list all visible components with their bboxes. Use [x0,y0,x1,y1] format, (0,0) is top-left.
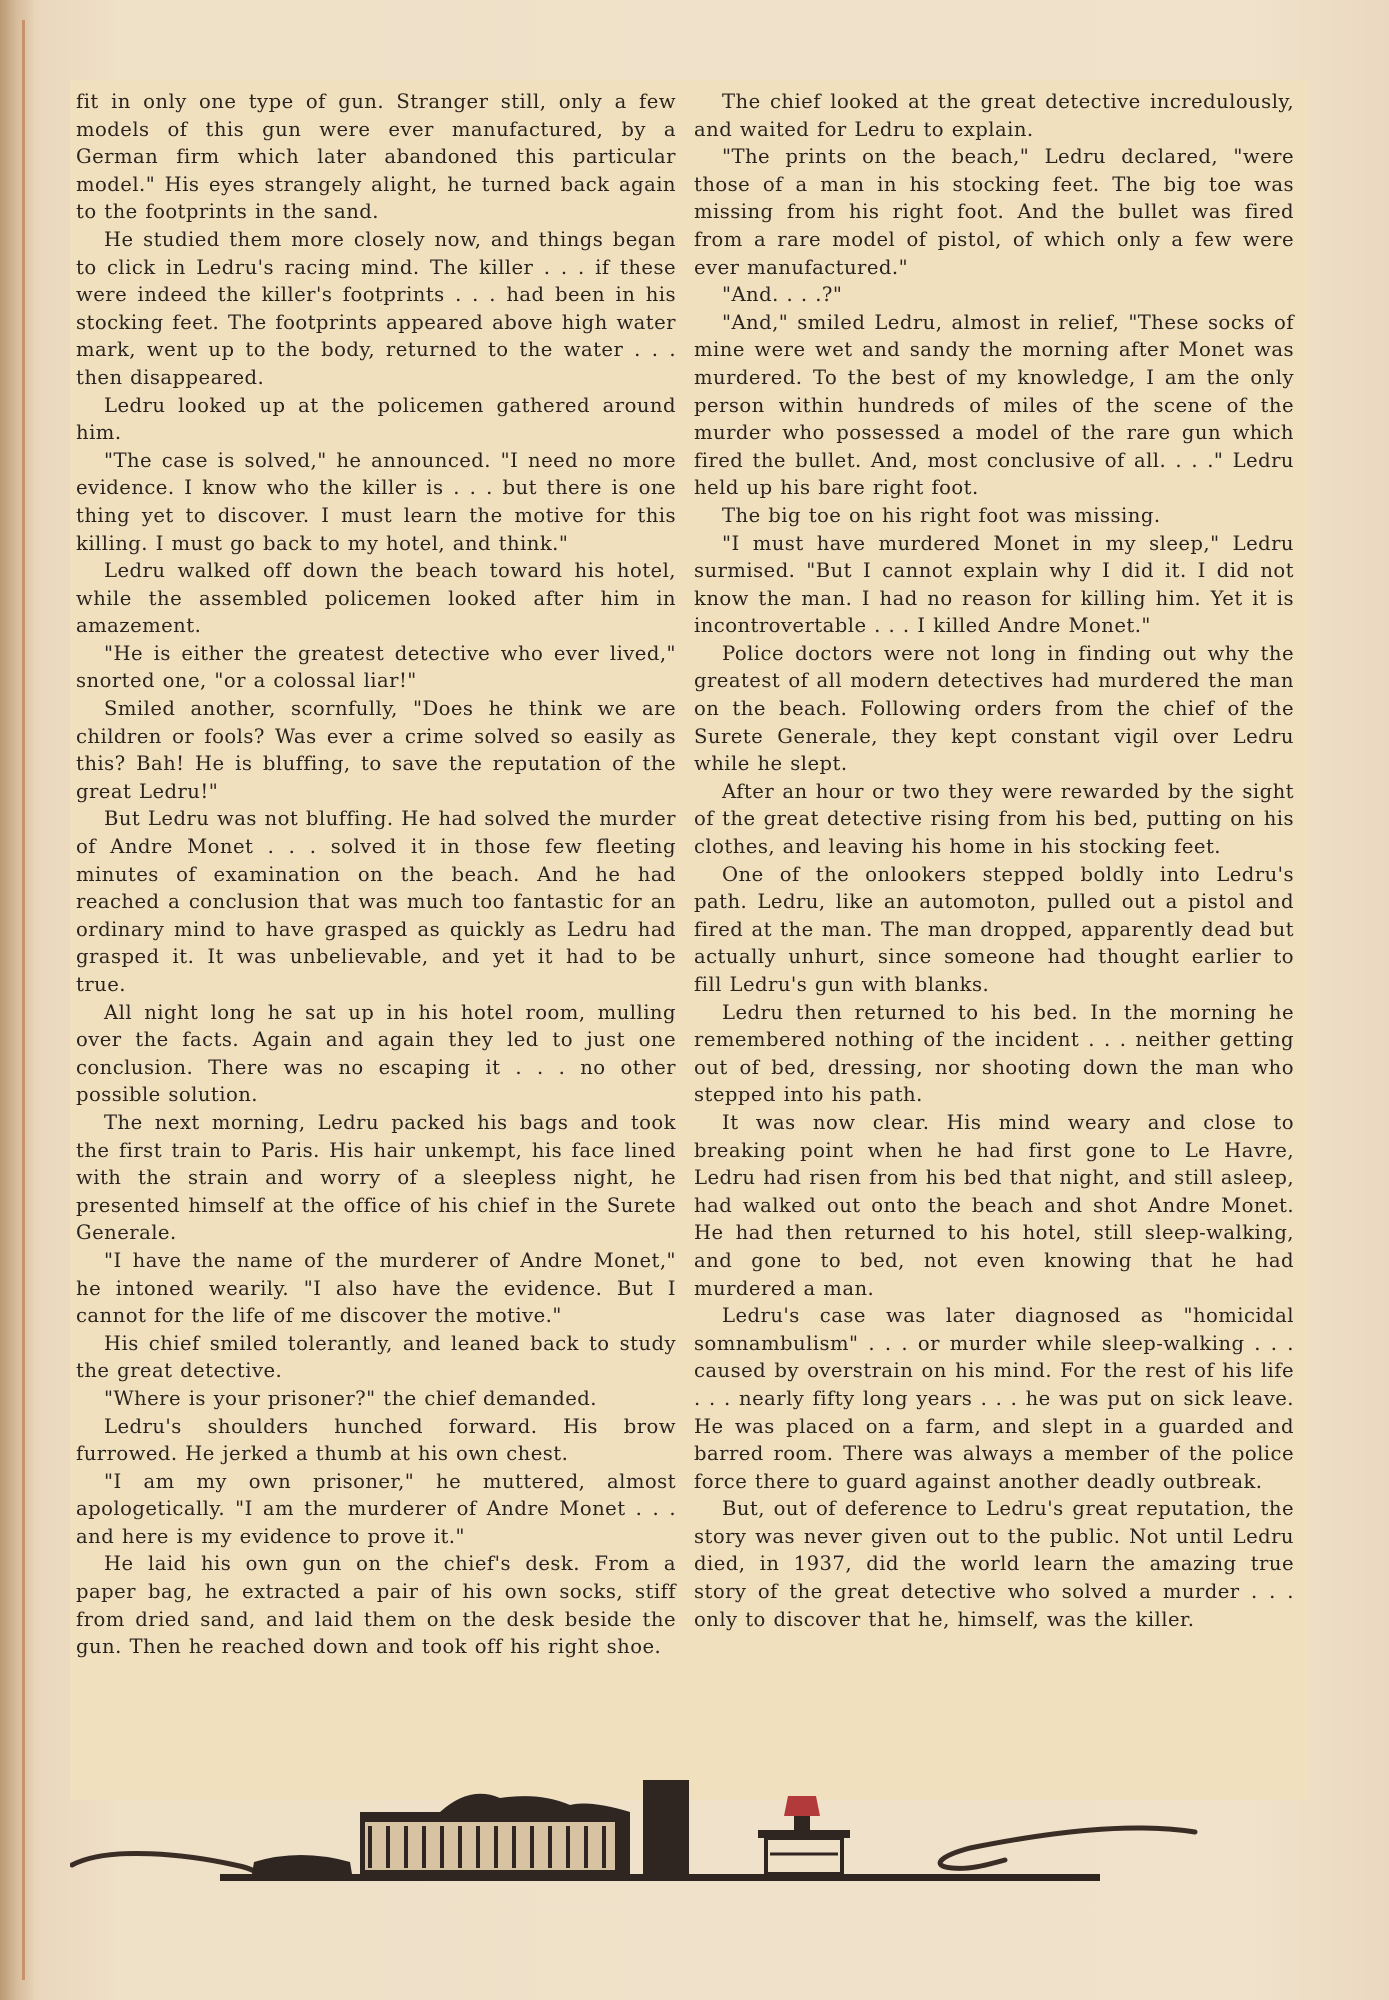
story-paragraph: Ledru looked up at the policemen gathered around him. [76,393,676,445]
story-paragraph: The big toe on his right foot was missing. [722,503,1161,527]
story-paragraph: The chief looked at the great detective incredulously, and waited for Ledru to explain. [694,90,1294,141]
story-paragraph: Smiled another, scornfully, "Does he think we are children or fools? Was ever a crime solved so easily as this? Bah! He is bluffing, to save the reputation of the great Ledru!" [76,697,676,803]
lamp-shade [784,1796,820,1816]
story-right-column [694,88,1294,1633]
story-paragraph: It was now clear. His mind weary and close to breaking point when he had first gone to Le Havre, Ledru had risen from his bed that night, and still asleep, had walked out onto the beach and shot Andre Monet. He had then returned to his hotel, still sleep-walking, and gone to bed, not even knowing that he had murdered a man. [694,1110,1294,1300]
story-paragraph: "I must have murdered Monet in my sleep," Ledru surmised. "But I cannot explain why I did it. I did not know the man. I had no reason for killing him. Yet it is incontrovertable . . . I killed Andre Monet." [694,531,1294,638]
story-paragraph: But, out of deference to Ledru's great reputation, the story was never given out to the public. Not until Ledru died, in 1937, did the world learn the amazing true story of the great detective who solved a murder . . . only to discover that he, himself, was the killer. [694,1497,1294,1631]
bedroom-tailpiece [70,1770,1310,1890]
story-paragraph: He laid his own gun on the chief's desk. From a paper bag, he extracted a pair of his own socks, stiff from dried sand, and laid them on the desk beside the gun. Then he reached down and took off his right shoe. [76,1552,676,1659]
page-spine-line [22,20,25,1980]
story-paragraph: "He is either the greatest detective who ever lived," snorted one, "or a colossal liar!" [76,641,676,693]
story-paragraph: "Where is your prisoner?" the chief demanded. [104,1386,597,1410]
story-paragraph: One of the onlookers stepped boldly into Ledru's path. Ledru, like an automoton, pulled out a pistol and fired at the man. The man dropped, apparently dead but actually unhurt, since someone had thought earlier to fill Ledru's gun with blanks. [694,862,1294,996]
story-paragraph: Ledru's case was later diagnosed as "homicidal somnambulism" . . . or murder while sleep-walking . . . caused by overstrain on his mind. For the rest of his life . . . nearly fifty long years . . . he was put on sick leave. He was placed on a farm, and slept in a guarded and barred room. There was always a member of the police force there to guard against another deadly outbreak. [694,1304,1294,1493]
story-paragraph: Ledru walked off down the beach toward his hotel, while the assembled policemen looked after him in amazement. [76,559,676,638]
wardrobe [643,1780,689,1874]
story-paragraph: But Ledru was not bluffing. He had solved the murder of Andre Monet . . . solved it in those few fleeting minutes of examination on the beach. And he had reached a conclusion that was much too fantastic for an ordinary mind to have grasped as quickly as Ledru had grasped it. It was unbelievable, and yet it had to be true. [76,807,676,996]
story-paragraph: Ledru then returned to his bed. In the morning he remembered nothing of the incident . . . neither getting out of bed, dressing, nor shooting down the man who stepped into his path. [694,1000,1294,1107]
story-paragraph: "And. . . .?" [722,283,843,307]
floor-line [220,1874,1100,1881]
story-paragraph: Ledru's shoulders hunched forward. His brow furrowed. He jerked a thumb at his own chest. [76,1414,676,1466]
story-paragraph: The next morning, Ledru packed his bags and took the first train to Paris. His hair unkempt, his face lined with the strain and worry of a sleepless night, he presented himself at the office of his chief in the Surete Generale. [76,1110,676,1245]
story-paragraph: His chief smiled tolerantly, and leaned back to study the great detective. [76,1331,676,1383]
story-paragraph: All night long he sat up in his hotel room, mulling over the facts. Again and again they led to just one conclusion. There was no escaping it . . . no other possible solution. [76,1000,676,1107]
story-paragraph: "I have the name of the murderer of Andre Monet," he intoned wearily. "I also have the evidence. But I cannot for the life of me discover the motive." [76,1248,676,1328]
story-paragraph: fit in only one type of gun. Stranger still, only a few models of this gun were ever manufactured, by a German firm which later abandoned this particular model." His eyes strangely alight, he turned back again to the footprints in the sand. [76,90,676,224]
nightstand-body [766,1838,842,1874]
story-paragraph: Police doctors were not long in finding out why the greatest of all modern detectives had murdered the man on the beach. Following orders from the chief of the Surete Generale, they kept constant vigil over Ledru while he slept. [694,641,1294,776]
story-paragraph: "The prints on the beach," Ledru declared, "were those of a man in his stocking feet. The big toe was missing from his right foot. And the bullet was fired from a rare model of pistol, of which only a few were ever manufactured." [694,145,1294,279]
page-spine-shadow [0,0,34,2000]
right-swirl-line [940,1828,1195,1868]
story-paragraph: After an hour or two they were rewarded by the sight of the great detective rising from his bed, putting on his clothes, and leaving his home in his stocking feet. [694,779,1294,859]
lamp-base [794,1816,810,1830]
story-paragraph: "I am my own prisoner," he muttered, almost apologetically. "I am the murderer of Andre Monet . . . and here is my evidence to prove it." [76,1469,676,1548]
story-left-column [76,88,676,1661]
small-bench [252,1855,352,1874]
bed-skirt [365,1822,615,1870]
story-paragraph: "The case is solved," he announced. "I need no more evidence. I know who the killer is . . . but there is one thing yet to discover. I must learn the motive for this killing. I must go back to my hotel, and think." [76,448,676,555]
story-paragraph: He studied them more closely now, and things began to click in Ledru's racing mind. The killer . . . if these were indeed the killer's footprints . . . had been in his stocking feet. The footprints appeared above high water mark, went up to the body, returned to the water . . . then disappeared. [76,227,676,389]
story-paragraph: "And," smiled Ledru, almost in relief, "These socks of mine were wet and sandy the morning after Monet was murdered. To the best of my knowledge, I am the only person within hundreds of miles of the scene of the murder who possessed a model of the rare gun which fired the bullet. And, most conclusive of all. . . ." Ledru held up his bare right foot. [694,310,1294,500]
